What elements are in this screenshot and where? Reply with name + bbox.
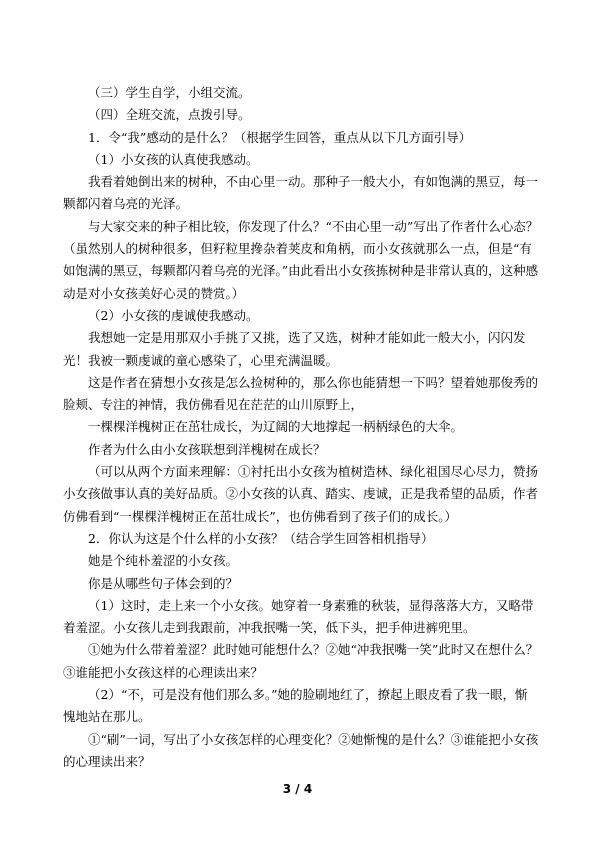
paragraph: （1）这时，走上来一个小女孩。她穿着一身素雅的秋装，显得落落大方，又略带着羞涩。小女孩儿走到我跟前，冲我抿嘴一笑，低下头，把手伸进裤兜里。 [63, 597, 534, 636]
paragraph: 一棵棵洋槐树正在茁壮成长，为辽阔的大地撑起一柄柄绿色的大伞。 [88, 419, 464, 435]
paragraph: （1）小女孩的认真使我感动。 [88, 151, 259, 167]
paragraph: ①她为什么带着羞涩？此时她可能想什么？②她“冲我抿嘴一笑”此时又在想什么？③谁能把小女孩这样的心理读出来？ [63, 642, 539, 680]
paragraph: （2）“不，可是没有他们那么多。”她的脸刷地红了，撩起上眼皮看了我一眼，惭愧地站在那儿。 [63, 687, 528, 725]
paragraph: ①“刷”一词，写出了小女孩怎样的心理变化？②她惭愧的是什么？③谁能把小女孩的心理读出来？ [63, 731, 539, 769]
paragraph: （可以从两个方面来理解：①衬托出小女孩为植树造林、绿化祖国尽心尽力，赞扬小女孩做事认真的美好品质。②小女孩的认真、踏实、虔诚，正是我希望的品质，作者仿佛看到“一棵棵洋槐树正在茁壮成长”，也仿佛看到了孩子们的成长。） [63, 464, 539, 524]
paragraph: 2．你认为这是个什么样的小女孩？（结合学生回答相机指导） [88, 530, 434, 546]
paragraph: 这是作者在猜想小女孩是怎么捡树种的，那么你也能猜想一下吗？望着她那俊秀的脸颊、专注的神情，我仿佛看见在茫茫的山川原野上， [63, 374, 539, 413]
paragraph: （2）小女孩的虔诚使我感动。 [88, 307, 259, 323]
paragraph: 我想她一定是用那双小手挑了又挑，选了又选，树种才能如此一般大小，闪闪发光！我被一颗虔诚的童心感染了，心里充满温暖。 [63, 330, 526, 368]
paragraph: （三）学生自学，小组交流。 [88, 85, 251, 100]
paragraph: 与大家交来的种子相比较，你发现了什么？“不由心里一动”写出了作者什么心态？（虽然别人的树种很多，但籽粒里搀杂着荚皮和角柄，而小女孩就那么一点，但是“有如饱满的黑豆，每颗都闪着乌亮的光泽。”由此看出小女孩拣树种是非常认真的，这种感动是对小女孩美好心灵的赞赏。） [63, 218, 539, 301]
document-body [63, 82, 539, 773]
paragraph: 我看着她倒出来的树种，不由心里一动。那种子一般大小，有如饱满的黑豆，每一颗都闪着乌亮的光泽。 [63, 174, 539, 212]
paragraph: 她是个纯朴羞涩的小女孩。 [88, 553, 239, 569]
paragraph: 你是从哪些句子体会到的？ [88, 575, 239, 591]
paragraph: （四）全班交流，点拨引导。 [88, 107, 251, 123]
paragraph: 1．令“我”感动的是什么？（根据学生回答，重点从以下几方面引导） [88, 129, 472, 145]
paragraph: 作者为什么由小女孩联想到洋槐树在成长？ [88, 441, 326, 457]
page-number: 3 / 4 [282, 782, 313, 796]
